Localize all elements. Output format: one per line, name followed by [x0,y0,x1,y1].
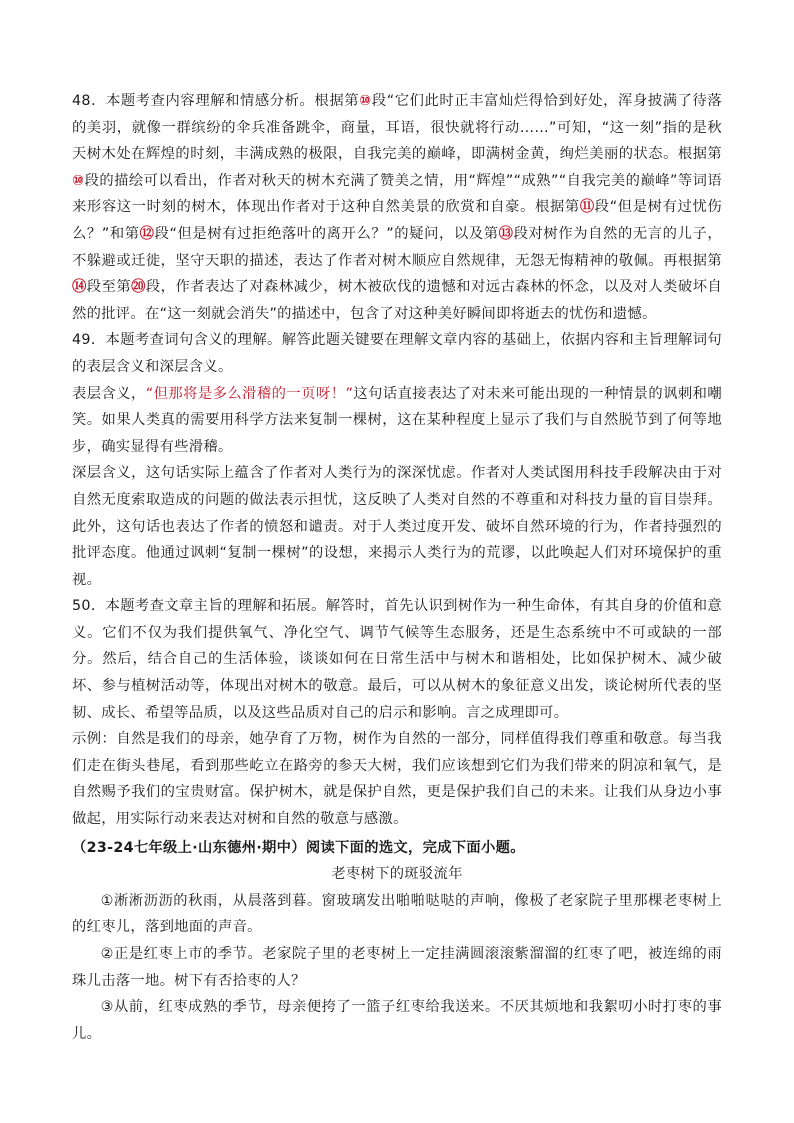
answer-48-text: 段至第 [86,279,132,296]
paragraph-ref-11: ⑪ [579,199,595,216]
document-page [72,88,722,1047]
paragraph-ref-20: ⑳ [131,279,146,296]
paragraph-ref-12: ⑫ [139,225,155,242]
question-source: （23-24七年级上·山东德州·期中）阅读下面的选文，完成下面小题。 [72,839,525,856]
answer-48-text: 段“但是树有过忧伤么？”和第 [72,199,722,242]
answer-48-text: 段“它们此时正丰富灿烂得恰到好处，浑身披满了待落的美羽，就像一群缤纷的伞兵准备跳伞，商量，耳语，很快就将行动……”可知，“这一刻”指的是秋天树木处在辉煌的时刻，丰满成熟的极限，自我完美的巅峰，即满树金黄，绚烂美丽的状态。根据第 [72,93,722,163]
answer-49-surface [72,381,722,461]
answer-48-text: 段，作者表达了对森林减少，树木被砍伐的遗憾和对远古森林的怀念，以及对人类破坏自然的批评。在“这一刻就会消失”的描述中，包含了对这种美好瞬间即将逝去的忧伤和遗憾。 [72,279,722,322]
passage-title: 老枣树下的斑驳流年 [331,866,463,883]
answer-49-intro: 49．本题考查词句含义的理解。解答此题关键要在理解文章内容的基础上，依据内容和主旨理解词句的表层含义和深层含义。 [72,332,722,375]
surface-quote: “但那将是多么滑稽的一页呀！” [145,385,354,402]
surface-label: 表层含义， [72,385,146,402]
passage-paragraph-3: ③从前，红枣成熟的季节，母亲便挎了一篮子红枣给我送来。不厌其烦地和我絮叨小时打枣的事儿。 [72,999,722,1042]
answer-50-example: 示例：自然是我们的母亲，她孕育了万物，树作为自然的一部分，同样值得我们尊重和敬意。每当我们走在街头巷尾，看到那些屹立在路旁的参天大树，我们应该想到它们为我们带来的阴凉和氧气，是自然赐予我们的宝贵财富。保护树木，就是保护自然，更是保护我们自己的未来。让我们从身边小事做起，用实际行动来表达对树和自然的敬意与感激。 [72,731,722,828]
answer-48 [72,88,722,327]
answer-48-text: 48．本题考查内容理解和情感分析。根据第 [72,93,360,109]
answer-48-text: 段的描绘可以看出，作者对秋天的树木充满了赞美之情，用“辉煌”“成熟”“自我完美的巅峰”等词语来形容这一时刻的树木，体现出作者对于这种自然美景的欣赏和自豪。根据第 [72,172,722,216]
surface-text: 这句话直接表达了对未来可能出现的一种情景的讽刺和嘲笑。如果人类真的需要用科学方法来复制一棵树，这在某种程度上显示了我们与自然脱节到了何等地步，确实显得有些滑稽。 [72,385,723,455]
paragraph-ref-14: ⑭ [72,279,87,296]
answer-49-deep: 深层含义，这句话实际上蕴含了作者对人类行为的深深忧虑。作者对人类试图用科技手段解决由于对自然无度索取造成的问题的做法表示担忧，这反映了人类对自然的不尊重和对科技力量的盲目崇拜。此外，这句话也表达了作者的愤怒和谴责。对于人类过度开发、破坏自然环境的行为，作者持强烈的批评态度。他通过讽刺“复制一棵树”的设想，来揭示人类行为的荒谬，以此唤起人们对环境保护的重视。 [72,465,722,588]
answer-50-intro: 50．本题考查文章主旨的理解和拓展。解答时，首先认识到树作为一种生命体，有其自身的价值和意义。它们不仅为我们提供氧气、净化空气、调节气候等生态服务，还是生态系统中不可或缺的一部分。然后，结合自己的生活体验，谈谈如何在日常生活中与树木和谐相处，比如保护树木、减少破坏、参与植树活动等，体现出对树木的敬意。最后，可以从树木的象征意义出发，谈论树所代表的坚韧、成长、希望等品质，以及这些品质对自己的启示和影响。言之成理即可。 [72,598,722,721]
passage-paragraph-1: ①淅淅沥沥的秋雨，从晨落到暮。窗玻璃发出啪啪哒哒的声响，像极了老家院子里那棵老枣树上的红枣儿，落到地面的声音。 [72,892,722,936]
paragraph-ref-10: ⑩ [72,172,85,189]
answer-48-text: 段“但是树有过拒绝落叶的离开么？”的疑问，以及第 [154,225,499,242]
paragraph-ref-13: ⑬ [498,225,514,242]
passage-paragraph-2: ②正是红枣上市的季节。老家院子里的老枣树上一定挂满圆滚滚紫溜溜的红枣了吧，被连绵的雨珠儿击落一地。树下有否拾枣的人？ [72,946,722,989]
paragraph-ref-10: ⑩ [359,93,372,109]
answer-48-text: 段对树作为自然的无言的儿子，不躲避或迁徙，坚守天职的描述，表达了作者对树木顺应自然规律，无怨无悔精神的敬佩。再根据第 [72,225,723,269]
